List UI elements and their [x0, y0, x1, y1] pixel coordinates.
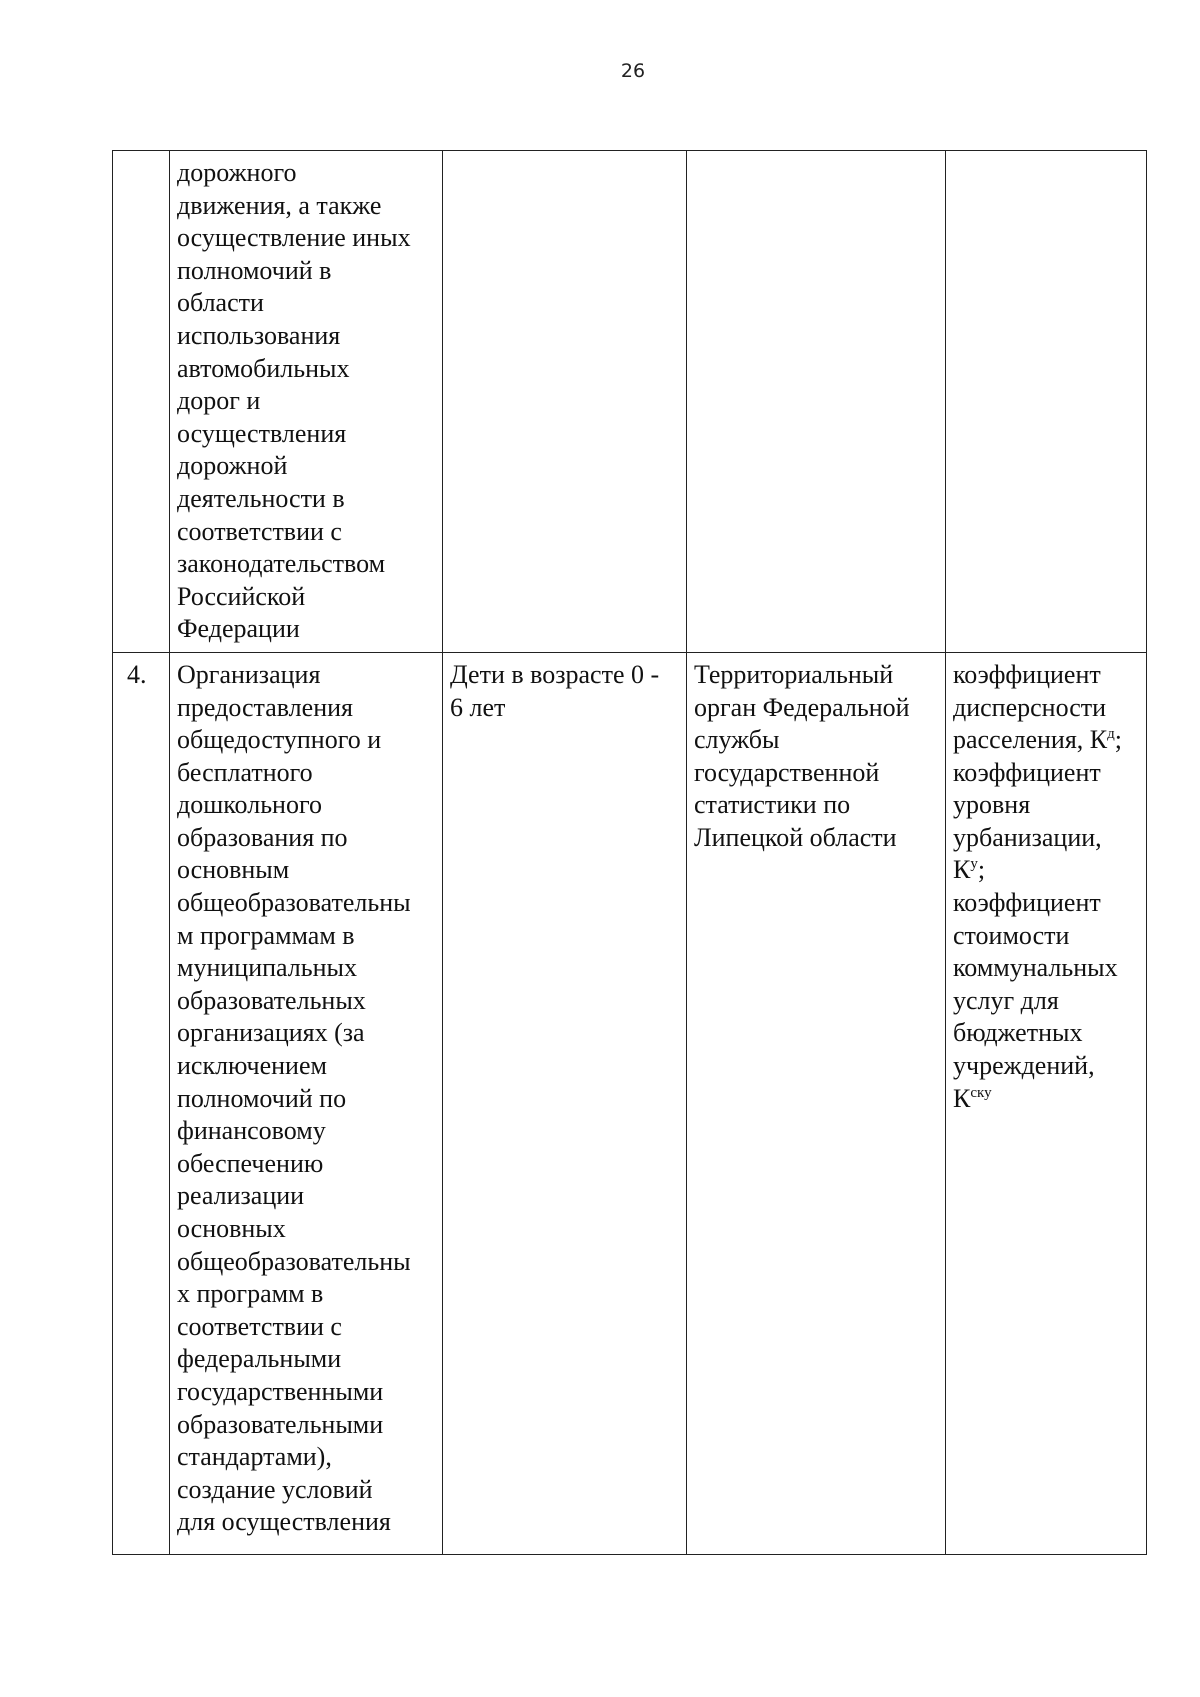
coefficient-text: стоимости: [953, 920, 1070, 950]
coefficient-text: коммунальных: [953, 953, 1118, 983]
cell-text-line: реализации: [177, 1181, 305, 1211]
cell-text-line: дошкольного: [177, 790, 322, 820]
cell-text-line: Липецкой области: [694, 822, 897, 852]
cell-text-line: основных: [177, 1214, 286, 1243]
coefficients-cell: [946, 652, 1147, 1554]
cell-text-line: статистики по: [694, 790, 851, 820]
coefficient-line: [953, 724, 1140, 757]
coefficient-line: [953, 952, 1140, 985]
cell-text-line: общедоступного и: [177, 725, 382, 755]
coefficient-text: урбанизации,: [953, 822, 1102, 852]
cell-text-line: службы: [694, 725, 780, 755]
cell-text-line: дорожного: [177, 158, 297, 187]
coefficient-line: [953, 822, 1140, 855]
cell-text-line: использования: [177, 320, 341, 350]
coefficient-text: К: [953, 855, 971, 885]
cell-text-line: деятельности в: [177, 483, 345, 513]
cell-text-line: организациях (за: [177, 1018, 365, 1048]
cell-text-line: 6 лет: [450, 692, 506, 722]
powers-table: [112, 150, 1147, 1555]
cell-text-line: дорог и: [177, 386, 261, 416]
table-row: [113, 151, 1147, 653]
data-source-cell: [687, 151, 946, 653]
cell-text-line: для осуществления: [177, 1507, 391, 1537]
cell-text-line: образования по: [177, 822, 348, 852]
cell-text-line: федеральными: [177, 1344, 342, 1374]
powers-cell: [170, 652, 443, 1554]
recipients-cell: [443, 652, 687, 1554]
coefficient-text: уровня: [953, 790, 1031, 820]
coefficient-line: [953, 985, 1140, 1018]
page-number: 26: [620, 60, 646, 82]
cell-text-line: движения, а также: [177, 190, 382, 220]
cell-text-line: бесплатного: [177, 757, 313, 787]
coefficient-line: [953, 854, 1140, 887]
coefficient-text: коэффициент: [953, 659, 1101, 689]
cell-text-line: общеобразовательны: [177, 888, 411, 918]
coefficient-text: учреждений,: [953, 1051, 1095, 1081]
cell-text-line: стандартами),: [177, 1442, 332, 1472]
cell-text-line: м программам в: [177, 920, 355, 950]
cell-text-line: автомобильных: [177, 353, 350, 383]
coefficient-text: расселения, К: [953, 725, 1108, 755]
coefficient-line: [953, 887, 1140, 920]
cell-text-line: государственной: [694, 757, 880, 787]
cell-text-line: муниципальных: [177, 953, 358, 983]
table-row: [113, 652, 1147, 1554]
coefficient-line: [953, 692, 1140, 725]
coefficient-line: [953, 789, 1140, 822]
coefficient-text: коэффициент: [953, 888, 1101, 918]
coefficient-superscript: ску: [970, 1084, 992, 1101]
coefficient-line: [953, 659, 1140, 692]
recipients-cell: [443, 151, 687, 653]
cell-text-line: соответствии с: [177, 1311, 342, 1341]
coefficient-superscript: д: [1107, 726, 1115, 743]
cell-text-line: Российской: [177, 581, 306, 611]
cell-text-line: осуществление иных: [177, 223, 411, 253]
cell-text-line: полномочий в: [177, 255, 332, 285]
cell-text-line: полномочий по: [177, 1083, 347, 1113]
row-number-cell: [113, 151, 170, 653]
cell-text-line: обеспечению: [177, 1148, 324, 1178]
cell-text-line: финансовому: [177, 1116, 326, 1146]
coefficient-text: коэффициент: [953, 757, 1101, 787]
cell-text-line: создание условий: [177, 1474, 373, 1504]
cell-text-line: общеобразовательны: [177, 1246, 411, 1276]
cell-text-line: Дети в возрасте 0 -: [450, 659, 660, 689]
cell-text-line: х программ в: [177, 1279, 324, 1309]
cell-text-line: законодательством: [177, 549, 386, 579]
cell-text-line: осуществления: [177, 418, 347, 448]
cell-text-line: основным: [177, 855, 290, 885]
cell-text-line: образовательными: [177, 1409, 384, 1439]
coefficient-superscript: у: [970, 856, 978, 873]
cell-text-line: предоставления: [177, 692, 353, 722]
cell-text-line: исключением: [177, 1051, 327, 1081]
cell-text-line: соответствии с: [177, 516, 342, 546]
coefficient-punctuation: ;: [1114, 725, 1122, 755]
cell-text-line: Федерации: [177, 614, 300, 644]
cell-text-line: области: [177, 288, 264, 318]
coefficient-line: [953, 1017, 1140, 1050]
cell-text-line: Организация: [177, 659, 321, 689]
coefficient-text: К: [953, 1083, 971, 1113]
coefficient-line: [953, 1050, 1140, 1083]
cell-text-line: Территориальный: [694, 659, 894, 689]
coefficient-line: [953, 757, 1140, 790]
coefficient-text: дисперсности: [953, 692, 1107, 722]
coefficient-line: [953, 1083, 1140, 1116]
coefficient-text: бюджетных: [953, 1018, 1083, 1048]
coefficients-cell: [946, 151, 1147, 653]
coefficient-text: услуг для: [953, 985, 1059, 1015]
cell-text-line: дорожной: [177, 451, 288, 481]
cell-text-line: образовательных: [177, 985, 366, 1015]
cell-text-line: орган Федеральной: [694, 692, 910, 722]
coefficient-punctuation: ;: [977, 855, 986, 885]
powers-cell: [170, 151, 443, 653]
data-source-cell: [687, 652, 946, 1554]
row-number-cell: 4.: [113, 652, 170, 1554]
cell-text-line: государственными: [177, 1376, 384, 1406]
coefficient-line: [953, 920, 1140, 953]
